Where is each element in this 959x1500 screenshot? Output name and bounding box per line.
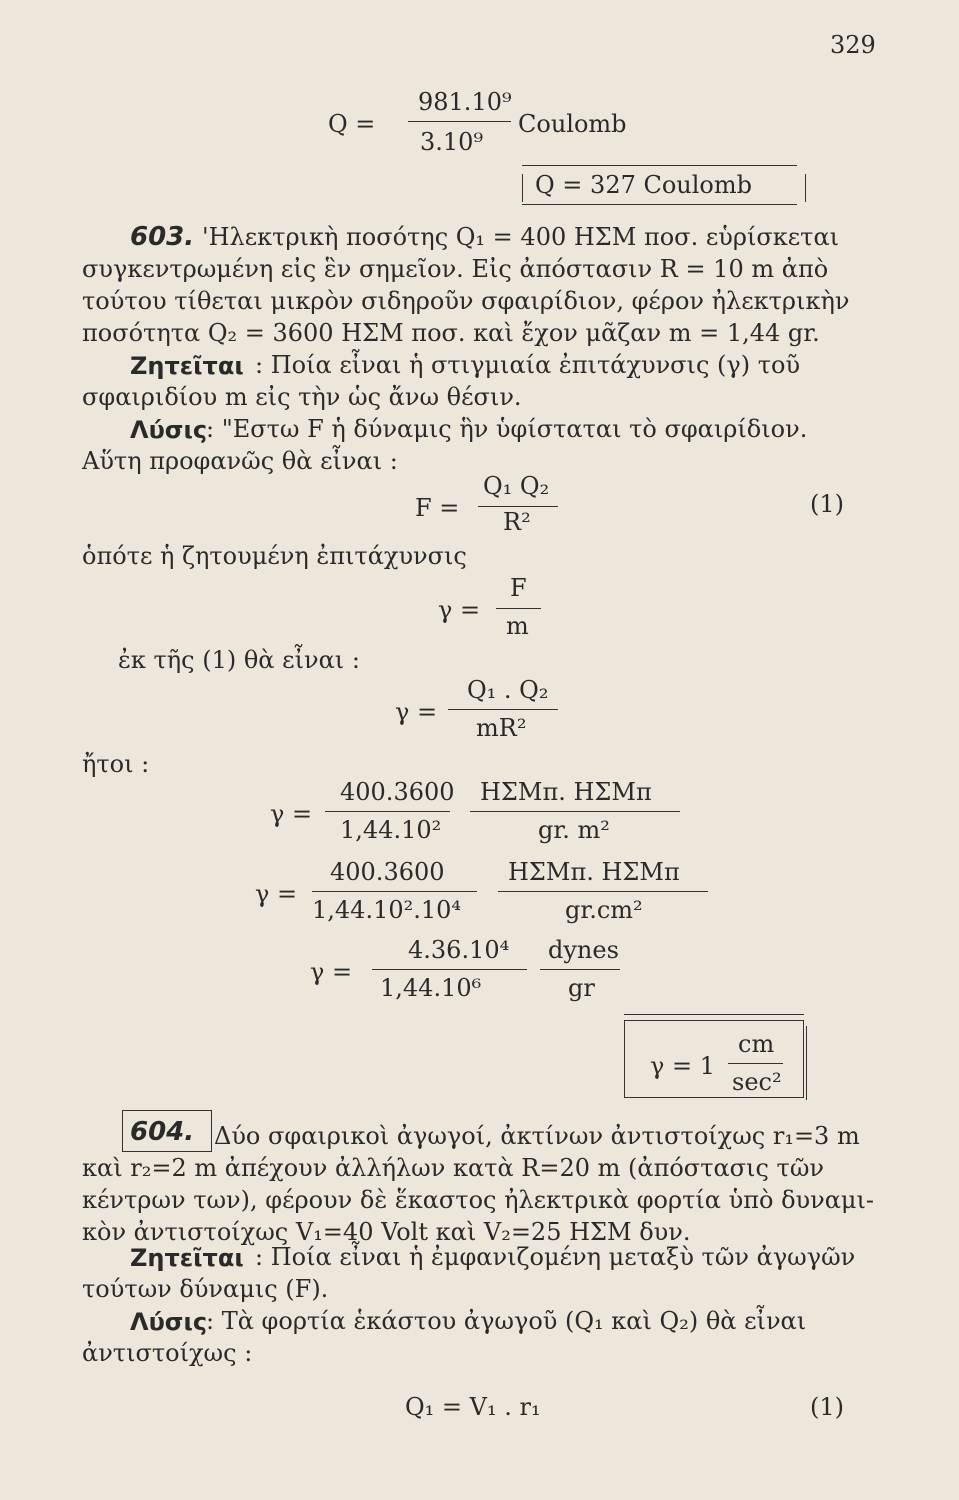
top-eq-unit: Coulomb <box>518 110 627 138</box>
lysis-604-line-1: : Τὰ φορτία ἑκάστου ἀγωγοῦ (Q₁ καὶ Q₂) θὰ εἶναι <box>206 1307 807 1335</box>
p604-line-2: καὶ r₂=2 m ἀπέχουν ἀλλήλων κατὰ R=20 m (ἀπόστασις τῶν <box>82 1154 824 1182</box>
eq4-lhs: γ = <box>270 800 313 828</box>
zhteitai-604-line-2: τούτων δύναμις (F). <box>82 1275 329 1303</box>
p604-line-4: κὸν ἀντιστοίχως V₁=40 Volt καὶ V₂=25 ΗΣΜ δυν. <box>82 1218 691 1246</box>
lysis-604-line-2: ἀντιστοίχως : <box>82 1339 253 1367</box>
fraction-bar <box>478 506 558 507</box>
lysis-603-line-2: Αὕτη προφανῶς θὰ εἶναι : <box>82 447 398 475</box>
eq5-unit-denominator: gr.cm² <box>565 896 643 924</box>
eq2-denominator: m <box>506 612 529 640</box>
lysis-label-603: Λύσις <box>130 416 208 444</box>
eq3-lhs: γ = <box>395 698 438 726</box>
lysis-603-line-1: : "Εστω F ἡ δύναμις ἣν ὑφίσταται τὸ σφαιρίδιον. <box>206 415 808 443</box>
fraction-bar <box>408 121 511 122</box>
result-box-top-rule <box>624 1014 804 1015</box>
result-left-bar <box>522 174 523 202</box>
text-ek: ἐκ τῆς (1) θὰ εἶναι : <box>118 646 360 674</box>
result-numerator: cm <box>738 1030 775 1058</box>
p603-line-4: ποσότητα Q₂ = 3600 ΗΣΜ ποσ. καὶ ἔχον μᾶζαν m = 1,44 gr. <box>82 319 820 347</box>
zhteitai-label-603: Ζητεῖται <box>130 352 244 380</box>
zhteitai-603-line-1: : Ποία εἶναι ἡ στιγμιαία ἐπιτάχυνσις (γ) τοῦ <box>255 351 801 379</box>
eq1-denominator: R² <box>503 508 531 536</box>
result-top-rule <box>522 165 797 166</box>
fraction-bar <box>325 811 450 812</box>
eq2-numerator: F <box>510 574 527 602</box>
fraction-bar <box>540 969 620 970</box>
page-number: 329 <box>830 31 876 59</box>
eq1-tag: (1) <box>810 490 844 518</box>
eq5-denominator: 1,44.10².10⁴ <box>312 896 462 924</box>
text-htoi: ἤτοι : <box>82 750 150 778</box>
p604-line-1: Δύο σφαιρικοὶ ἀγωγοί, ἀκτίνων ἀντιστοίχως r₁=3 m <box>214 1122 860 1150</box>
eq6-unit-numerator: dynes <box>548 936 619 964</box>
eq2-lhs: γ = <box>438 596 481 624</box>
zhteitai-603-line-2: σφαιριδίου m εἰς τὴν ὡς ἄνω θέσιν. <box>82 383 522 411</box>
top-result: Q = 327 Coulomb <box>535 171 752 199</box>
eq5-unit-numerator: ΗΣΜπ. ΗΣΜπ <box>508 858 680 886</box>
p603-line-3: τούτου τίθεται μικρὸν σιδηροῦν σφαιρίδιον, φέρον ἠλεκτρικὴν <box>82 287 850 315</box>
eq-q1-tag: (1) <box>810 1393 844 1421</box>
fraction-bar <box>312 891 477 892</box>
p603-line-2: συγκεντρωμένη εἰς ἓν σημεῖον. Εἰς ἀπόστασιν R = 10 m ἀπὸ <box>82 255 829 283</box>
top-eq-numerator: 981.10⁹ <box>418 88 512 116</box>
result-denominator: sec² <box>732 1068 782 1096</box>
lysis-label-604: Λύσις <box>130 1308 208 1336</box>
eq1-numerator: Q₁ Q₂ <box>483 472 550 500</box>
result-box-right-shadow <box>806 1026 807 1100</box>
p604-line-3: κέντρων των), φέρουν δὲ ἕκαστος ἠλεκτρικὰ φορτία ὑπὸ δυναμι- <box>82 1186 875 1214</box>
top-eq-denominator: 3.10⁹ <box>420 128 484 156</box>
result-right-bar <box>805 174 806 202</box>
eq4-unit-numerator: ΗΣΜπ. ΗΣΜπ <box>480 778 652 806</box>
top-eq-lhs: Q = <box>328 110 376 138</box>
fraction-bar <box>728 1063 783 1064</box>
eq6-lhs: γ = <box>310 958 353 986</box>
p603-line-1: 'Ηλεκτρικὴ ποσότης Q₁ = 400 ΗΣΜ ποσ. εὑρίσκεται <box>202 223 840 251</box>
eq6-unit-denominator: gr <box>568 974 595 1002</box>
eq4-denominator: 1,44.10² <box>340 816 442 844</box>
result-lhs: γ = 1 <box>650 1052 715 1080</box>
eq6-numerator: 4.36.10⁴ <box>408 936 510 964</box>
fraction-bar <box>448 709 558 710</box>
problem-number-604: 604. <box>130 1117 195 1147</box>
eq4-numerator: 400.3600 <box>340 778 455 806</box>
zhteitai-label-604: Ζητεῖται <box>130 1244 244 1272</box>
fraction-bar <box>496 608 541 609</box>
eq1-lhs: F = <box>415 494 460 522</box>
eq4-unit-denominator: gr. m² <box>538 816 610 844</box>
problem-number-603: 603. <box>130 222 195 252</box>
eq6-denominator: 1,44.10⁶ <box>380 974 482 1002</box>
eq5-lhs: γ = <box>255 880 298 908</box>
eq3-numerator: Q₁ . Q₂ <box>467 676 549 704</box>
fraction-bar <box>470 811 680 812</box>
text-opote: ὁπότε ἡ ζητουμένη ἐπιτάχυνσις <box>82 542 467 570</box>
eq3-denominator: mR² <box>476 714 527 742</box>
fraction-bar <box>372 969 527 970</box>
eq5-numerator: 400.3600 <box>330 858 445 886</box>
eq-q1: Q₁ = V₁ . r₁ <box>405 1393 541 1421</box>
result-bottom-rule <box>522 204 797 205</box>
fraction-bar <box>498 891 708 892</box>
zhteitai-604-line-1: : Ποία εἶναι ἡ ἐμφανιζομένη μεταξὺ τῶν ἀγωγῶν <box>255 1243 856 1271</box>
